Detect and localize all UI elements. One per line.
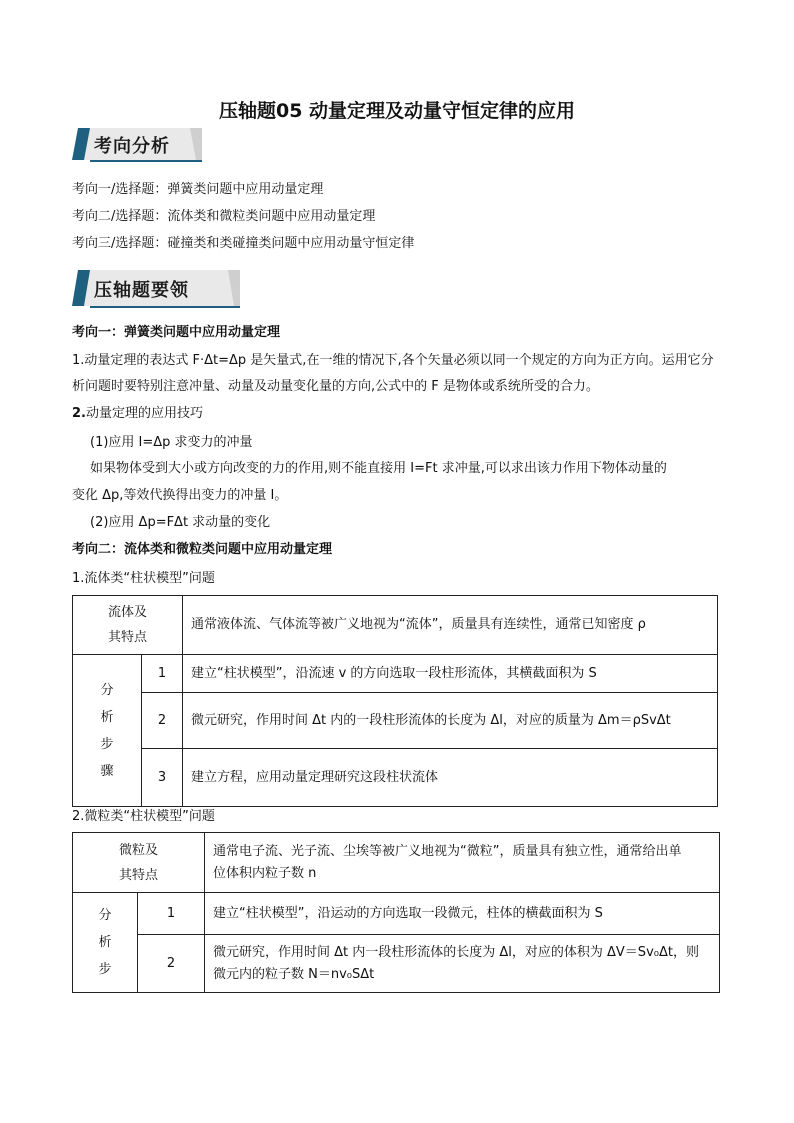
paragraph: 变化 Δp,等效代换得出变力的冲量 I。 [72, 488, 288, 503]
fluid-model-table [72, 595, 718, 807]
table-row [73, 693, 718, 749]
table-side-label: 分 析 步 骤 [73, 655, 142, 807]
step-text: 建立方程，应用动量定理研究这段柱状流体 [183, 749, 718, 807]
subheading: 2.微粒类“柱状模型”问题 [72, 809, 215, 824]
table-row [73, 749, 718, 807]
paragraph: (1)应用 I=Δp 求变力的冲量 [90, 435, 253, 450]
table-row [73, 655, 718, 693]
paragraph: 1.动量定理的表达式 F·Δt=Δp 是矢量式,在一维的情况下,各个矢量必须以同一个规定的方向为正方向。运用它分析问题时要特别注意冲量、动量及动量变化量的方向,公式中的 F 是物体或系统所受的合力。 [72, 353, 714, 394]
step-text: 微元研究，作用时间 Δt 内一段柱形流体的长度为 Δl，对应的体积为 ΔV＝Sv₀Δt，则 微元内的粒子数 N＝nv₀SΔt [205, 935, 720, 993]
section-banner-keypoints [72, 266, 242, 306]
table-header-cell: 微粒及 其特点 [73, 833, 205, 893]
banner-label: 考向分析 [94, 136, 170, 157]
table-side-label: 分 析 步 [73, 893, 138, 993]
paragraph-number: 2. [72, 406, 86, 421]
direction-item: 考向二/选择题：流体类和微粒类问题中应用动量定理 [72, 209, 376, 224]
step-number: 2 [142, 693, 183, 749]
table-row [73, 935, 720, 993]
table-row [73, 596, 718, 655]
section-banner-analysis [72, 124, 204, 164]
table-header-content: 通常电子流、光子流、尘埃等被广义地视为“微粒”，质量具有独立性，通常给出单 位体积内粒子数 n [205, 833, 720, 893]
subheading: 1.流体类“柱状模型”问题 [72, 571, 215, 586]
step-number: 1 [138, 893, 205, 935]
step-text: 微元研究，作用时间 Δt 内的一段柱形流体的长度为 Δl，对应的质量为 Δm＝ρSvΔt [183, 693, 718, 749]
particle-model-table [72, 832, 720, 993]
section-heading: 考向一：弹簧类问题中应用动量定理 [72, 325, 281, 340]
banner-label: 压轴题要领 [94, 280, 189, 301]
table-header-cell: 流体及 其特点 [73, 596, 183, 655]
direction-item: 考向一/选择题：弹簧类问题中应用动量定理 [72, 182, 324, 197]
paragraph-text: 动量定理的应用技巧 [85, 406, 203, 421]
page-title: 压轴题05 动量定理及动量守恒定律的应用 [218, 100, 576, 122]
direction-item: 考向三/选择题：碰撞类和类碰撞类问题中应用动量守恒定律 [72, 236, 415, 251]
paragraph [72, 405, 203, 423]
step-number: 3 [142, 749, 183, 807]
step-text: 建立“柱状模型”，沿流速 v 的方向选取一段柱形流体，其横截面积为 S [183, 655, 718, 693]
step-number: 2 [138, 935, 205, 993]
step-text: 建立“柱状模型”，沿运动的方向选取一段微元，柱体的横截面积为 S [205, 893, 720, 935]
paragraph: (2)应用 Δp=FΔt 求动量的变化 [90, 515, 271, 530]
step-number: 1 [142, 655, 183, 693]
table-row [73, 893, 720, 935]
table-header-content: 通常液体流、气体流等被广义地视为“流体”，质量具有连续性，通常已知密度 ρ [183, 596, 718, 655]
paragraph: 如果物体受到大小或方向改变的力的作用,则不能直接用 I=Ft 求冲量,可以求出该力作用下物体动量的 [90, 461, 667, 476]
table-row [73, 833, 720, 893]
section-heading: 考向二：流体类和微粒类问题中应用动量定理 [72, 542, 333, 557]
